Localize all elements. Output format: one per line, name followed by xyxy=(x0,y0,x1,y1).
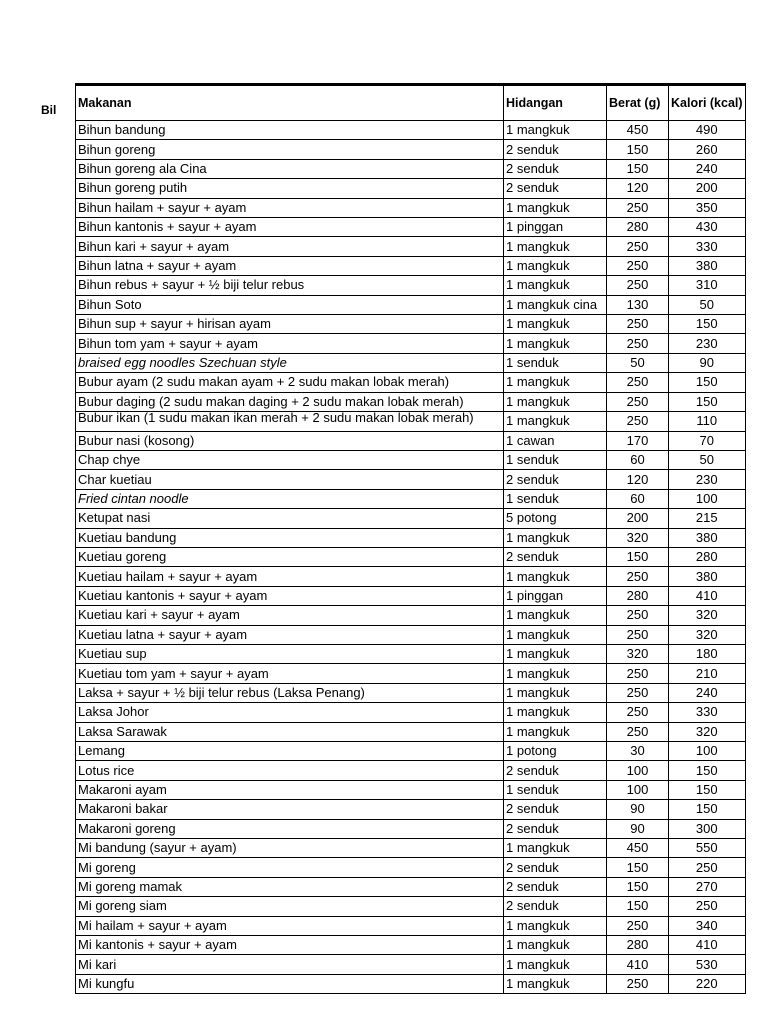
cell-kalori: 350 xyxy=(669,198,746,217)
cell-kalori: 100 xyxy=(669,742,746,761)
cell-hidangan: 1 mangkuk xyxy=(504,625,607,644)
cell-hidangan: 1 mangkuk xyxy=(504,121,607,140)
cell-berat: 250 xyxy=(607,683,669,702)
cell-makanan: Laksa + sayur + ½ biji telur rebus (Laksa Penang) xyxy=(76,683,504,702)
cell-kalori: 330 xyxy=(669,237,746,256)
cell-makanan: Mi goreng siam xyxy=(76,897,504,916)
cell-makanan: Laksa Johor xyxy=(76,703,504,722)
table-row xyxy=(76,528,746,547)
cell-makanan: Kuetiau latna + sayur + ayam xyxy=(76,625,504,644)
cell-makanan: Bihun kari + sayur + ayam xyxy=(76,237,504,256)
cell-makanan: Bihun hailam + sayur + ayam xyxy=(76,198,504,217)
table-row xyxy=(76,295,746,314)
cell-berat: 250 xyxy=(607,373,669,392)
cell-kalori: 100 xyxy=(669,489,746,508)
cell-makanan: Bubur daging (2 sudu makan daging + 2 sudu makan lobak merah) xyxy=(76,392,504,411)
cell-berat: 120 xyxy=(607,179,669,198)
cell-berat: 450 xyxy=(607,839,669,858)
cell-kalori: 150 xyxy=(669,800,746,819)
cell-makanan: Kuetiau kari + sayur + ayam xyxy=(76,606,504,625)
cell-berat: 250 xyxy=(607,237,669,256)
table-row xyxy=(76,761,746,780)
table-row xyxy=(76,800,746,819)
cell-kalori: 410 xyxy=(669,936,746,955)
cell-hidangan: 1 mangkuk xyxy=(504,567,607,586)
cell-makanan: Lemang xyxy=(76,742,504,761)
table-row xyxy=(76,198,746,217)
table-row xyxy=(76,373,746,392)
cell-makanan: Mi kantonis + sayur + ayam xyxy=(76,936,504,955)
cell-berat: 280 xyxy=(607,218,669,237)
cell-hidangan: 2 senduk xyxy=(504,470,607,489)
cell-hidangan: 1 mangkuk xyxy=(504,722,607,741)
food-calorie-table xyxy=(75,83,746,994)
cell-kalori: 550 xyxy=(669,839,746,858)
cell-hidangan: 1 mangkuk xyxy=(504,276,607,295)
table-row xyxy=(76,955,746,974)
cell-hidangan: 1 mangkuk xyxy=(504,373,607,392)
cell-kalori: 280 xyxy=(669,547,746,566)
cell-hidangan: 1 mangkuk xyxy=(504,412,607,431)
table-row xyxy=(76,606,746,625)
cell-hidangan: 1 mangkuk xyxy=(504,256,607,275)
cell-kalori: 410 xyxy=(669,586,746,605)
cell-kalori: 150 xyxy=(669,780,746,799)
cell-kalori: 340 xyxy=(669,916,746,935)
cell-kalori: 50 xyxy=(669,295,746,314)
cell-hidangan: 1 senduk xyxy=(504,353,607,372)
table-row xyxy=(76,974,746,993)
cell-kalori: 230 xyxy=(669,470,746,489)
cell-berat: 150 xyxy=(607,547,669,566)
table-row xyxy=(76,877,746,896)
cell-hidangan: 1 mangkuk xyxy=(504,955,607,974)
cell-berat: 250 xyxy=(607,315,669,334)
cell-berat: 250 xyxy=(607,412,669,431)
cell-makanan: braised egg noodles Szechuan style xyxy=(76,353,504,372)
header-berat: Berat (g) xyxy=(607,85,669,121)
cell-berat: 60 xyxy=(607,450,669,469)
cell-hidangan: 1 mangkuk xyxy=(504,664,607,683)
cell-kalori: 330 xyxy=(669,703,746,722)
cell-berat: 250 xyxy=(607,606,669,625)
cell-berat: 280 xyxy=(607,586,669,605)
table-row xyxy=(76,916,746,935)
cell-berat: 320 xyxy=(607,644,669,663)
cell-hidangan: 2 senduk xyxy=(504,877,607,896)
cell-makanan: Kuetiau sup xyxy=(76,644,504,663)
cell-hidangan: 1 mangkuk xyxy=(504,974,607,993)
cell-kalori: 530 xyxy=(669,955,746,974)
cell-hidangan: 2 senduk xyxy=(504,800,607,819)
cell-hidangan: 2 senduk xyxy=(504,140,607,159)
cell-makanan: Kuetiau bandung xyxy=(76,528,504,547)
cell-kalori: 430 xyxy=(669,218,746,237)
cell-hidangan: 1 mangkuk xyxy=(504,528,607,547)
cell-berat: 250 xyxy=(607,722,669,741)
cell-berat: 250 xyxy=(607,276,669,295)
cell-kalori: 150 xyxy=(669,373,746,392)
table-row xyxy=(76,334,746,353)
table-row xyxy=(76,858,746,877)
table-row xyxy=(76,547,746,566)
cell-kalori: 320 xyxy=(669,625,746,644)
table-row xyxy=(76,140,746,159)
cell-hidangan: 1 mangkuk xyxy=(504,606,607,625)
cell-berat: 120 xyxy=(607,470,669,489)
cell-berat: 90 xyxy=(607,800,669,819)
table-row xyxy=(76,703,746,722)
table-row xyxy=(76,936,746,955)
cell-makanan: Laksa Sarawak xyxy=(76,722,504,741)
cell-hidangan: 1 potong xyxy=(504,742,607,761)
cell-berat: 90 xyxy=(607,819,669,838)
cell-berat: 150 xyxy=(607,877,669,896)
cell-makanan: Bihun goreng putih xyxy=(76,179,504,198)
header-hidangan: Hidangan xyxy=(504,85,607,121)
table-row xyxy=(76,121,746,140)
cell-berat: 60 xyxy=(607,489,669,508)
cell-hidangan: 2 senduk xyxy=(504,761,607,780)
cell-makanan: Mi bandung (sayur + ayam) xyxy=(76,839,504,858)
cell-hidangan: 1 cawan xyxy=(504,431,607,450)
cell-hidangan: 2 senduk xyxy=(504,159,607,178)
table-row xyxy=(76,742,746,761)
cell-hidangan: 1 senduk xyxy=(504,780,607,799)
cell-berat: 250 xyxy=(607,334,669,353)
cell-berat: 250 xyxy=(607,198,669,217)
cell-makanan: Bihun rebus + sayur + ½ biji telur rebus xyxy=(76,276,504,295)
table-body xyxy=(76,121,746,994)
cell-makanan: Mi hailam + sayur + ayam xyxy=(76,916,504,935)
cell-hidangan: 1 mangkuk xyxy=(504,703,607,722)
cell-kalori: 380 xyxy=(669,528,746,547)
cell-makanan: Mi goreng xyxy=(76,858,504,877)
table-row xyxy=(76,412,746,431)
cell-berat: 150 xyxy=(607,159,669,178)
cell-hidangan: 2 senduk xyxy=(504,858,607,877)
cell-kalori: 260 xyxy=(669,140,746,159)
cell-makanan: Bihun latna + sayur + ayam xyxy=(76,256,504,275)
table-row xyxy=(76,644,746,663)
cell-berat: 250 xyxy=(607,625,669,644)
cell-makanan: Bubur ikan (1 sudu makan ikan merah + 2 sudu makan lobak merah) xyxy=(76,412,504,431)
cell-kalori: 210 xyxy=(669,664,746,683)
cell-makanan: Chap chye xyxy=(76,450,504,469)
cell-berat: 150 xyxy=(607,897,669,916)
cell-hidangan: 2 senduk xyxy=(504,819,607,838)
table-row xyxy=(76,897,746,916)
cell-makanan: Bihun goreng ala Cina xyxy=(76,159,504,178)
cell-kalori: 300 xyxy=(669,819,746,838)
cell-makanan: Kuetiau tom yam + sayur + ayam xyxy=(76,664,504,683)
cell-berat: 450 xyxy=(607,121,669,140)
table-row xyxy=(76,839,746,858)
cell-kalori: 380 xyxy=(669,567,746,586)
table-row xyxy=(76,489,746,508)
cell-berat: 100 xyxy=(607,761,669,780)
cell-berat: 250 xyxy=(607,664,669,683)
table-header-row xyxy=(76,85,746,121)
cell-berat: 200 xyxy=(607,509,669,528)
cell-berat: 150 xyxy=(607,858,669,877)
cell-hidangan: 1 senduk xyxy=(504,450,607,469)
cell-hidangan: 2 senduk xyxy=(504,547,607,566)
cell-kalori: 220 xyxy=(669,974,746,993)
cell-hidangan: 2 senduk xyxy=(504,179,607,198)
cell-kalori: 250 xyxy=(669,858,746,877)
cell-berat: 410 xyxy=(607,955,669,974)
cell-berat: 280 xyxy=(607,936,669,955)
table-row xyxy=(76,218,746,237)
cell-kalori: 200 xyxy=(669,179,746,198)
cell-berat: 250 xyxy=(607,974,669,993)
cell-hidangan: 1 mangkuk xyxy=(504,334,607,353)
table-row xyxy=(76,470,746,489)
cell-berat: 130 xyxy=(607,295,669,314)
header-makanan: Makanan xyxy=(76,85,504,121)
cell-makanan: Bihun Soto xyxy=(76,295,504,314)
table-row xyxy=(76,450,746,469)
cell-makanan: Kuetiau kantonis + sayur + ayam xyxy=(76,586,504,605)
bil-column-label: Bil xyxy=(41,103,57,117)
cell-kalori: 110 xyxy=(669,412,746,431)
cell-makanan: Makaroni bakar xyxy=(76,800,504,819)
cell-makanan: Kuetiau hailam + sayur + ayam xyxy=(76,567,504,586)
cell-hidangan: 1 mangkuk xyxy=(504,315,607,334)
cell-hidangan: 1 mangkuk xyxy=(504,916,607,935)
cell-berat: 250 xyxy=(607,703,669,722)
cell-berat: 50 xyxy=(607,353,669,372)
cell-makanan: Makaroni ayam xyxy=(76,780,504,799)
cell-hidangan: 1 mangkuk xyxy=(504,683,607,702)
cell-berat: 250 xyxy=(607,916,669,935)
cell-hidangan: 1 pinggan xyxy=(504,586,607,605)
cell-makanan: Bihun goreng xyxy=(76,140,504,159)
cell-kalori: 70 xyxy=(669,431,746,450)
cell-makanan: Kuetiau goreng xyxy=(76,547,504,566)
cell-hidangan: 1 mangkuk xyxy=(504,237,607,256)
cell-makanan: Ketupat nasi xyxy=(76,509,504,528)
cell-berat: 320 xyxy=(607,528,669,547)
cell-berat: 30 xyxy=(607,742,669,761)
cell-kalori: 310 xyxy=(669,276,746,295)
cell-hidangan: 5 potong xyxy=(504,509,607,528)
cell-kalori: 320 xyxy=(669,606,746,625)
cell-kalori: 180 xyxy=(669,644,746,663)
header-kalori: Kalori (kcal) xyxy=(669,85,746,121)
cell-makanan: Bubur nasi (kosong) xyxy=(76,431,504,450)
table-row xyxy=(76,159,746,178)
cell-kalori: 50 xyxy=(669,450,746,469)
cell-berat: 250 xyxy=(607,256,669,275)
table-row xyxy=(76,683,746,702)
table-row xyxy=(76,431,746,450)
cell-makanan: Bihun bandung xyxy=(76,121,504,140)
table-row xyxy=(76,237,746,256)
table-row xyxy=(76,567,746,586)
cell-hidangan: 1 mangkuk xyxy=(504,198,607,217)
cell-makanan: Mi goreng mamak xyxy=(76,877,504,896)
cell-kalori: 150 xyxy=(669,315,746,334)
cell-makanan: Makaroni goreng xyxy=(76,819,504,838)
cell-berat: 150 xyxy=(607,140,669,159)
cell-makanan: Bihun tom yam + sayur + ayam xyxy=(76,334,504,353)
table-row xyxy=(76,509,746,528)
cell-makanan: Fried cintan noodle xyxy=(76,489,504,508)
cell-kalori: 240 xyxy=(669,683,746,702)
cell-makanan: Lotus rice xyxy=(76,761,504,780)
cell-kalori: 150 xyxy=(669,761,746,780)
table-row xyxy=(76,819,746,838)
cell-kalori: 320 xyxy=(669,722,746,741)
table-row xyxy=(76,179,746,198)
cell-kalori: 380 xyxy=(669,256,746,275)
cell-hidangan: 1 pinggan xyxy=(504,218,607,237)
cell-hidangan: 1 mangkuk xyxy=(504,644,607,663)
cell-kalori: 490 xyxy=(669,121,746,140)
table-row xyxy=(76,353,746,372)
cell-berat: 250 xyxy=(607,392,669,411)
table-row xyxy=(76,780,746,799)
cell-berat: 250 xyxy=(607,567,669,586)
cell-makanan: Mi kari xyxy=(76,955,504,974)
table-row xyxy=(76,625,746,644)
table-row xyxy=(76,276,746,295)
cell-kalori: 240 xyxy=(669,159,746,178)
table-row xyxy=(76,256,746,275)
cell-kalori: 270 xyxy=(669,877,746,896)
cell-kalori: 90 xyxy=(669,353,746,372)
cell-makanan: Bubur ayam (2 sudu makan ayam + 2 sudu makan lobak merah) xyxy=(76,373,504,392)
table-row xyxy=(76,586,746,605)
cell-hidangan: 1 mangkuk cina xyxy=(504,295,607,314)
table-row xyxy=(76,722,746,741)
cell-berat: 170 xyxy=(607,431,669,450)
table-row xyxy=(76,315,746,334)
cell-berat: 100 xyxy=(607,780,669,799)
cell-hidangan: 1 mangkuk xyxy=(504,839,607,858)
cell-makanan: Mi kungfu xyxy=(76,974,504,993)
cell-makanan: Char kuetiau xyxy=(76,470,504,489)
cell-hidangan: 1 mangkuk xyxy=(504,936,607,955)
cell-makanan: Bihun sup + sayur + hirisan ayam xyxy=(76,315,504,334)
table-row xyxy=(76,664,746,683)
cell-hidangan: 2 senduk xyxy=(504,897,607,916)
table-row xyxy=(76,392,746,411)
cell-makanan: Bihun kantonis + sayur + ayam xyxy=(76,218,504,237)
cell-hidangan: 1 mangkuk xyxy=(504,392,607,411)
cell-kalori: 215 xyxy=(669,509,746,528)
cell-kalori: 230 xyxy=(669,334,746,353)
cell-kalori: 250 xyxy=(669,897,746,916)
cell-hidangan: 1 senduk xyxy=(504,489,607,508)
cell-kalori: 150 xyxy=(669,392,746,411)
